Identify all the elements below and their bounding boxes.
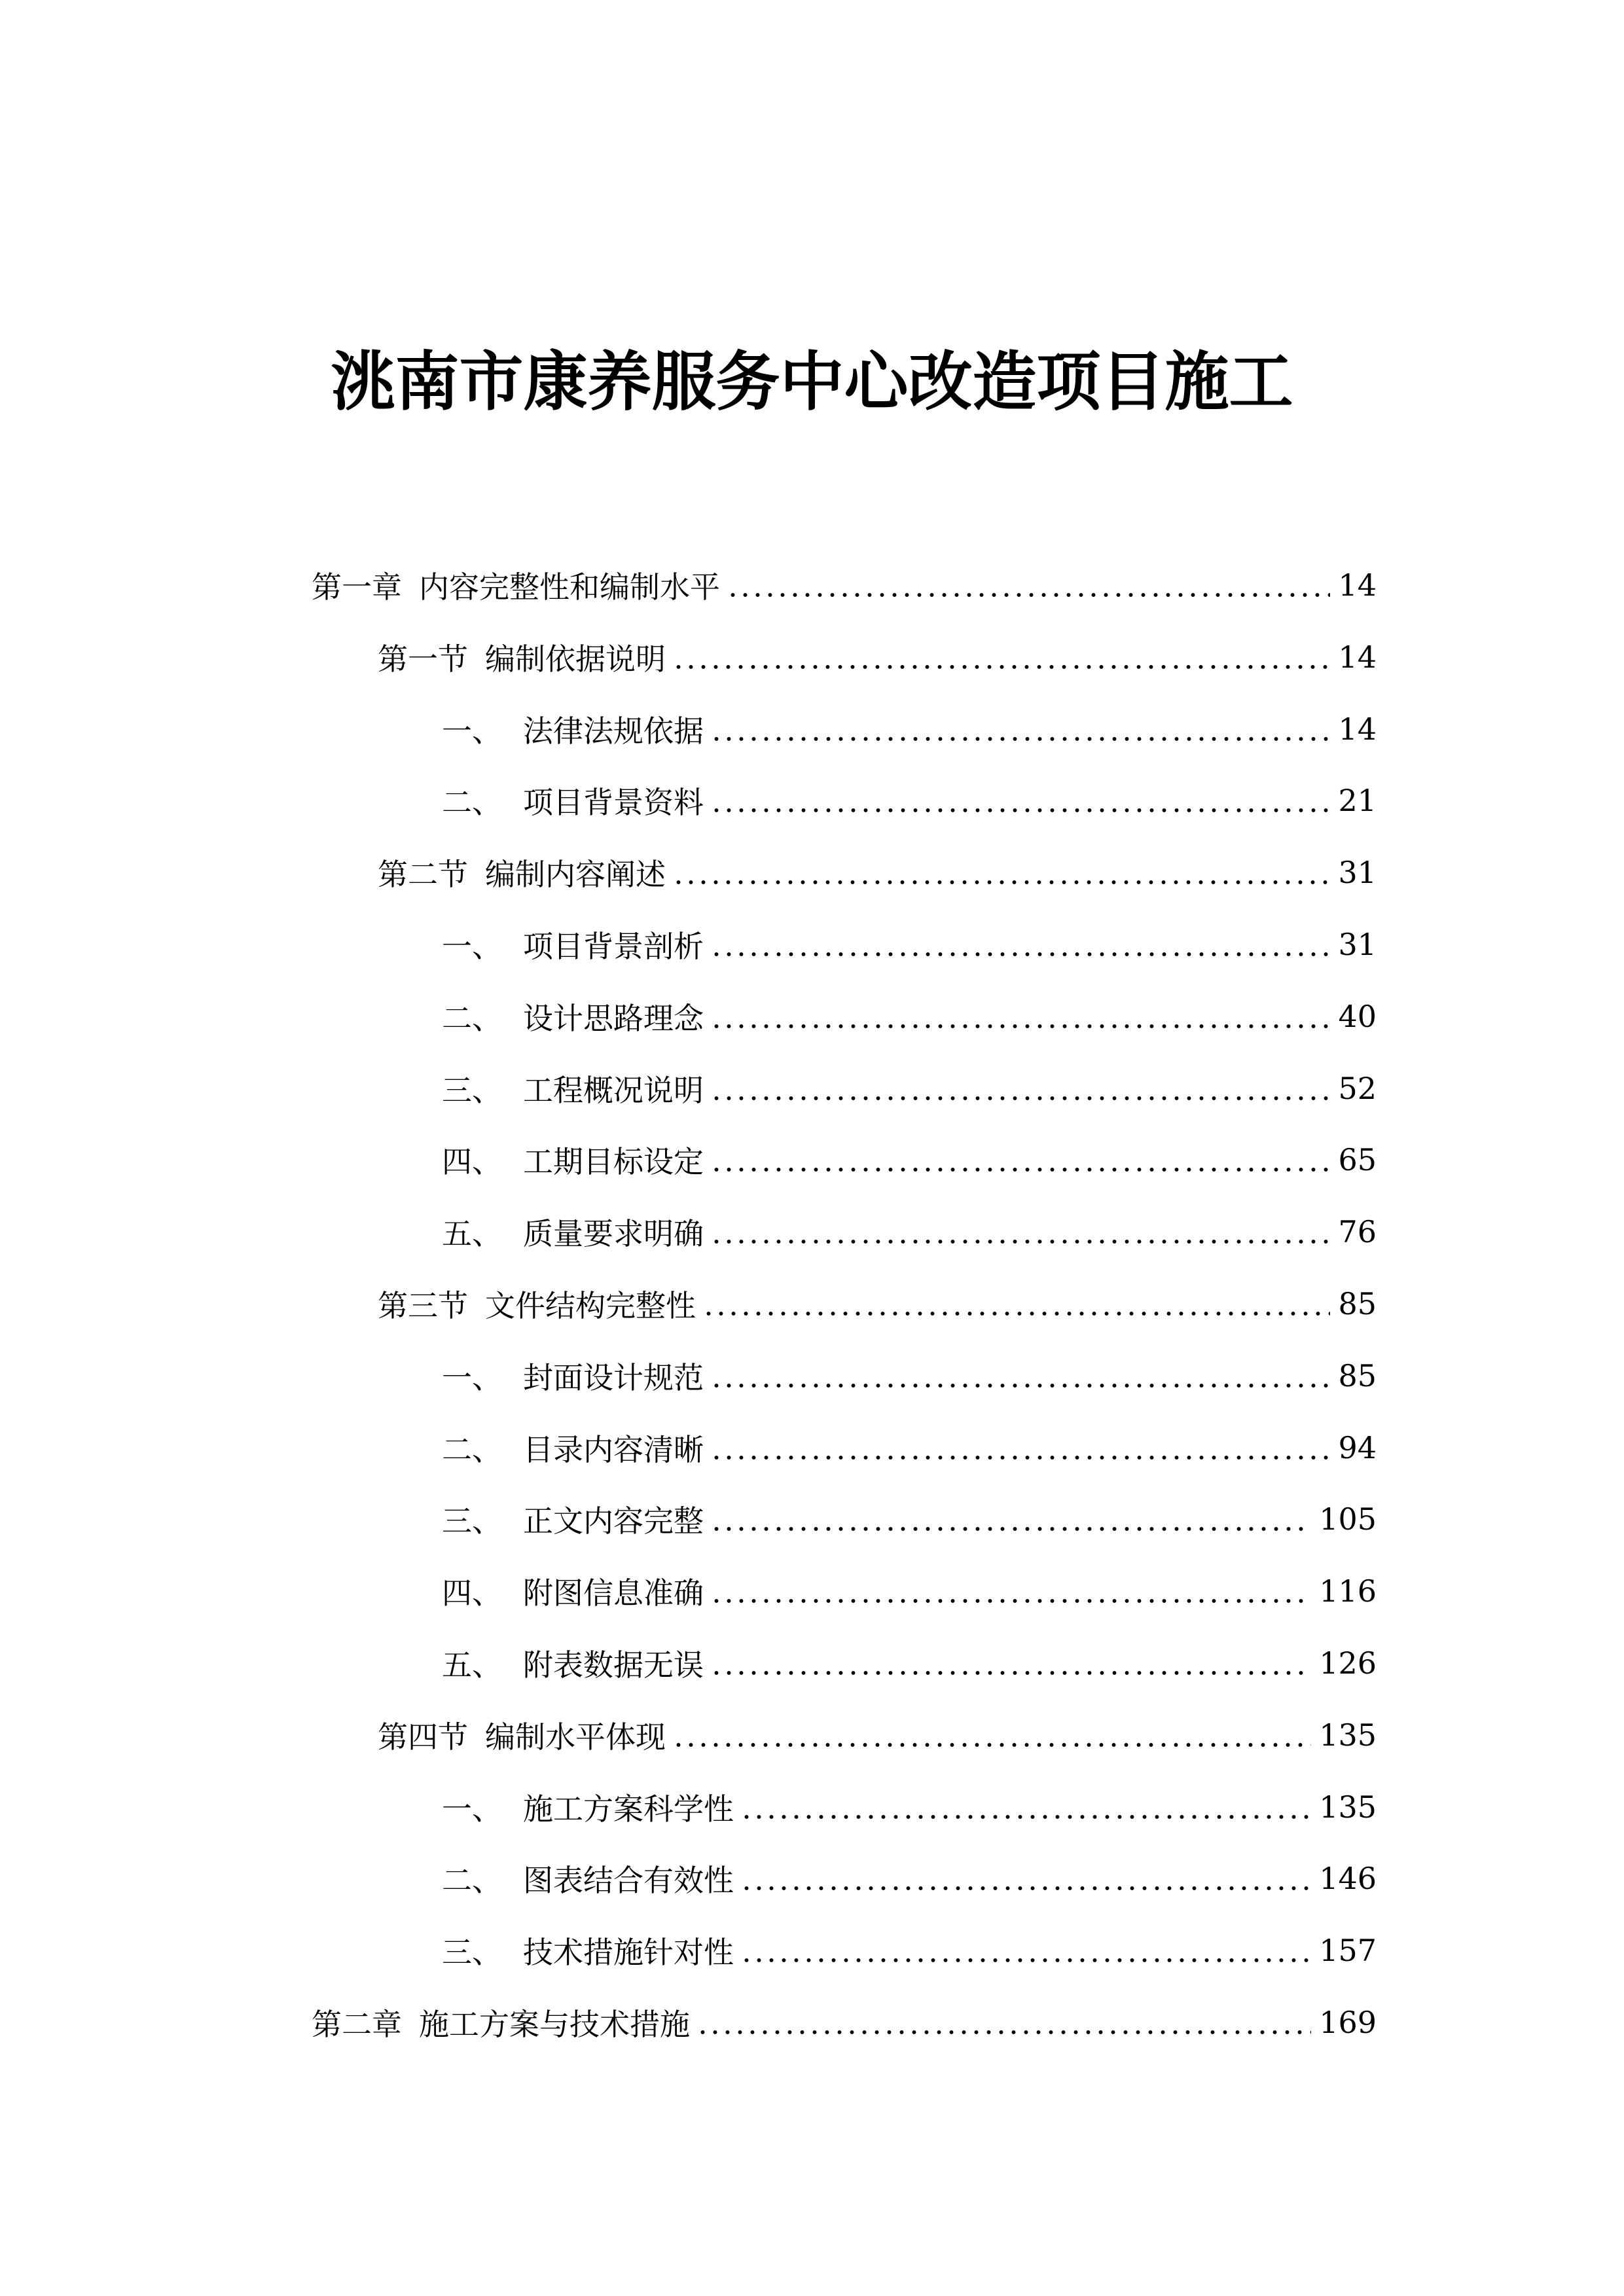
toc-page-number: 94 — [1338, 1429, 1377, 1465]
toc-page-number: 14 — [1338, 567, 1377, 603]
dot-leader — [740, 1931, 1311, 1970]
toc-entry-number: 第二章 — [312, 2007, 402, 2042]
dot-leader — [710, 1212, 1330, 1251]
toc-entry-title: 目录内容清晰 — [523, 1431, 704, 1467]
toc-entry-number: 二、 — [442, 785, 502, 821]
toc-entry[interactable] — [442, 1931, 1377, 1970]
toc-page-number: 40 — [1338, 998, 1377, 1034]
toc-entry-title: 编制内容阐述 — [485, 857, 666, 893]
toc-entry-title: 技术措施针对性 — [523, 1935, 734, 1971]
dot-leader — [672, 853, 1330, 892]
toc-entry[interactable] — [378, 637, 1377, 677]
toc-entry-title: 图表结合有效性 — [523, 1863, 734, 1899]
toc-entry-number: 第一章 — [312, 569, 402, 605]
toc-entry-number: 第四节 — [378, 1719, 468, 1755]
dot-leader — [710, 1356, 1330, 1395]
toc-page-number: 146 — [1319, 1861, 1377, 1897]
toc-entry[interactable] — [378, 1284, 1377, 1323]
dot-leader — [710, 1571, 1311, 1611]
toc-entry-title: 编制水平体现 — [485, 1719, 666, 1755]
toc-entry-number: 第二节 — [378, 857, 468, 893]
toc-entry-title: 正文内容完整 — [523, 1503, 704, 1539]
toc-entry-number: 第三节 — [378, 1288, 468, 1323]
toc-entry-number: 三、 — [442, 1935, 502, 1971]
toc-entry-number: 一、 — [442, 929, 502, 964]
toc-entry-title: 附图信息准确 — [523, 1575, 704, 1611]
toc-entry-title: 设计思路理念 — [523, 1000, 704, 1036]
toc-entry-number: 一、 — [442, 1359, 502, 1395]
document-title: 洮南市康养服务中心改造项目施工 — [331, 345, 1293, 420]
dot-leader — [696, 2003, 1311, 2042]
toc-entry-title: 文件结构完整性 — [485, 1288, 696, 1323]
toc-entry-title: 工期目标设定 — [523, 1144, 704, 1180]
toc-entry[interactable] — [442, 1140, 1377, 1179]
toc-entry[interactable] — [312, 565, 1377, 605]
toc-entry-title: 附表数据无误 — [523, 1647, 704, 1683]
dot-leader — [740, 1859, 1311, 1898]
toc-page-number: 21 — [1338, 783, 1377, 819]
toc-entry-number: 三、 — [442, 1503, 502, 1539]
toc-page-number: 76 — [1338, 1214, 1377, 1250]
toc-page-number: 14 — [1338, 639, 1377, 675]
toc-entry-title: 施工方案与技术措施 — [419, 2007, 690, 2042]
toc-entry-number: 一、 — [442, 1791, 502, 1827]
toc-page-number: 135 — [1319, 1789, 1377, 1825]
toc-entry-title: 工程概况说明 — [523, 1072, 704, 1108]
toc-entry[interactable] — [312, 2003, 1377, 2042]
dot-leader — [727, 565, 1330, 605]
toc-entry-title: 法律法规依据 — [523, 713, 704, 749]
toc-entry[interactable] — [442, 925, 1377, 964]
toc-page-number: 52 — [1338, 1070, 1377, 1106]
toc-page-number: 157 — [1319, 1933, 1377, 1969]
toc-page-number: 65 — [1338, 1142, 1377, 1178]
dot-leader — [710, 1428, 1330, 1467]
dot-leader — [710, 1140, 1330, 1179]
toc-entry-number: 二、 — [442, 1863, 502, 1899]
toc-entry-number: 一、 — [442, 713, 502, 749]
toc-entry[interactable] — [442, 781, 1377, 820]
toc-entry[interactable] — [442, 1787, 1377, 1827]
toc-entry-number: 五、 — [442, 1216, 502, 1252]
dot-leader — [740, 1787, 1311, 1827]
dot-leader — [710, 781, 1330, 820]
dot-leader — [672, 637, 1330, 677]
toc-entry[interactable] — [442, 997, 1377, 1036]
dot-leader — [710, 1499, 1311, 1539]
toc-entry-title: 项目背景剖析 — [523, 929, 704, 964]
toc-entry-title: 编制依据说明 — [485, 641, 666, 677]
toc-entry-title: 内容完整性和编制水平 — [419, 569, 720, 605]
toc-page-number: 169 — [1319, 2005, 1377, 2040]
dot-leader — [710, 1643, 1311, 1683]
toc-entry[interactable] — [378, 1715, 1377, 1755]
dot-leader — [710, 997, 1330, 1036]
toc-entry[interactable] — [442, 1356, 1377, 1395]
toc-entry-title: 施工方案科学性 — [523, 1791, 734, 1827]
toc-entry[interactable] — [442, 1571, 1377, 1611]
toc-page-number: 105 — [1319, 1501, 1377, 1537]
toc-entry[interactable] — [442, 1499, 1377, 1539]
toc-entry[interactable] — [442, 1859, 1377, 1898]
dot-leader — [702, 1284, 1330, 1323]
toc-page-number: 31 — [1338, 927, 1377, 962]
toc-page-number: 85 — [1338, 1286, 1377, 1321]
toc-entry[interactable] — [442, 1428, 1377, 1467]
dot-leader — [710, 709, 1330, 749]
dot-leader — [672, 1715, 1311, 1755]
toc-entry[interactable] — [442, 1212, 1377, 1251]
toc-entry[interactable] — [378, 853, 1377, 892]
toc-entry-number: 第一节 — [378, 641, 468, 677]
toc-entry[interactable] — [442, 709, 1377, 749]
toc-entry-number: 四、 — [442, 1144, 502, 1180]
toc-entry-number: 三、 — [442, 1072, 502, 1108]
dot-leader — [710, 925, 1330, 964]
toc-entry[interactable] — [442, 1643, 1377, 1683]
toc-page-number: 126 — [1319, 1645, 1377, 1681]
toc-entry[interactable] — [442, 1069, 1377, 1108]
toc-page-number: 14 — [1338, 711, 1377, 747]
toc-entry-number: 五、 — [442, 1647, 502, 1683]
toc-page-number: 85 — [1338, 1357, 1377, 1393]
toc-page-number: 116 — [1319, 1573, 1377, 1609]
toc-entry-title: 项目背景资料 — [523, 785, 704, 821]
toc-entry-title: 质量要求明确 — [523, 1216, 704, 1252]
toc-entry-number: 二、 — [442, 1431, 502, 1467]
toc-entry-number: 四、 — [442, 1575, 502, 1611]
toc-page-number: 31 — [1338, 855, 1377, 891]
toc-entry-title: 封面设计规范 — [523, 1359, 704, 1395]
dot-leader — [710, 1069, 1330, 1108]
toc-entry-number: 二、 — [442, 1000, 502, 1036]
toc-page-number: 135 — [1319, 1717, 1377, 1753]
